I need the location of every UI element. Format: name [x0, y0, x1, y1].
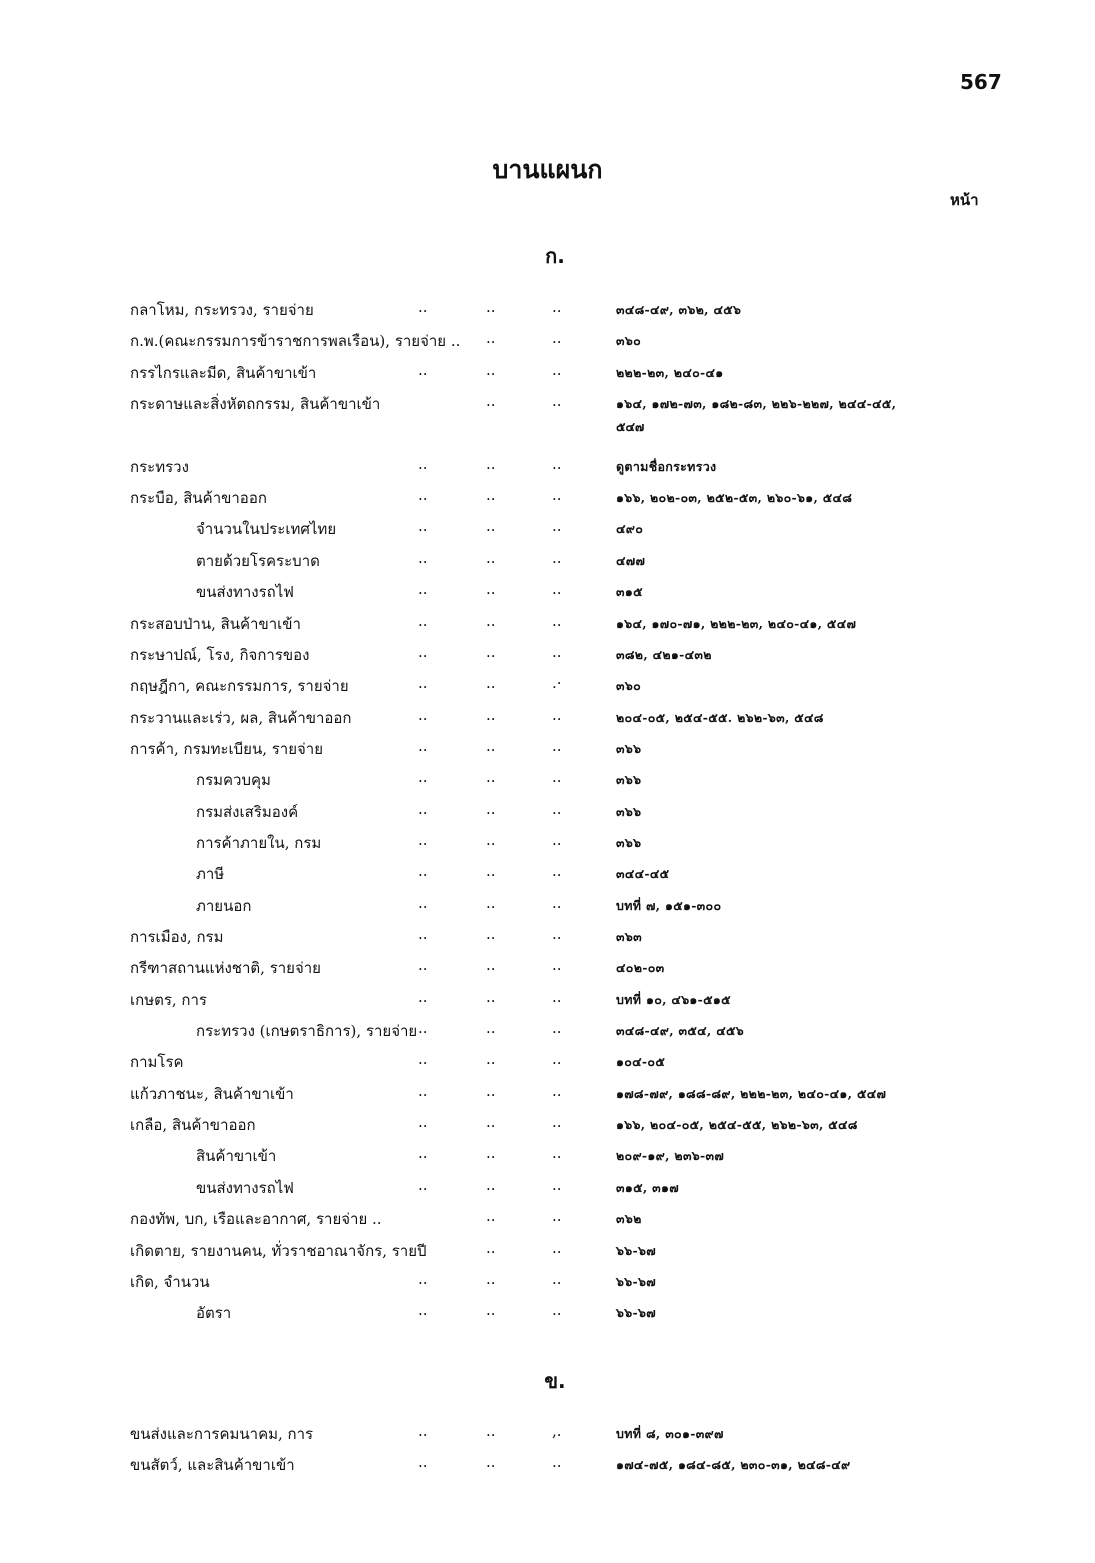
- leader-dots: ..: [552, 956, 562, 974]
- leader-dots: ,.: [552, 1422, 562, 1440]
- leader-dots: ..: [418, 988, 428, 1006]
- leader-dots: ..: [552, 361, 562, 379]
- leader-dots: ..: [486, 800, 496, 818]
- leader-dots: ..: [418, 1301, 428, 1319]
- index-entry: [0, 1207, 1095, 1238]
- entry-label: จำนวนในประเทศไทย: [196, 520, 337, 538]
- entry-pages: ๓๖๐: [616, 678, 642, 693]
- leader-dots: ..: [552, 1113, 562, 1131]
- entry-label: การค้า, กรมทะเบียน, รายจ่าย: [130, 740, 324, 758]
- leader-dots: ..: [418, 580, 428, 598]
- entry-pages: บทที่ ๘, ๓๐๑-๓๙๗: [616, 1426, 724, 1441]
- leader-dots: ..: [486, 988, 496, 1006]
- leader-dots: ..: [418, 706, 428, 724]
- leader-dots: ..: [486, 768, 496, 786]
- page-number: 567: [960, 70, 1002, 94]
- entry-pages: ๑๐๔-๐๕: [616, 1054, 666, 1069]
- entry-pages: ๔๐๒-๐๓: [616, 960, 665, 975]
- index-entry: [0, 862, 1095, 893]
- leader-dots: ..: [486, 706, 496, 724]
- leader-dots: ..: [552, 800, 562, 818]
- entry-pages: ๑๖๖, ๒๐๒-๐๓, ๒๕๒-๕๓, ๒๖๐-๖๑, ๕๔๘: [616, 490, 853, 505]
- leader-dots: ..: [552, 1270, 562, 1288]
- entry-pages: ๓๔๘-๔๙, ๓๖๒, ๔๕๖: [616, 302, 742, 317]
- leader-dots: ..: [552, 706, 562, 724]
- entry-label: กระษาปณ์, โรง, กิจการของ: [130, 646, 310, 664]
- entry-pages: ๔๙๐: [616, 521, 644, 536]
- index-entry: [0, 298, 1095, 329]
- index-entry: [0, 706, 1095, 737]
- entry-pages: บทที่ ๗, ๑๕๑-๓๐๐: [616, 898, 722, 913]
- leader-dots: ..: [418, 831, 428, 849]
- leader-dots: ..: [552, 486, 562, 504]
- leader-dots: ..: [418, 894, 428, 912]
- leader-dots: ..: [552, 580, 562, 598]
- entry-pages: ๓๖๒: [616, 1211, 642, 1226]
- entry-label: กรีฑาสถานแห่งชาติ, รายจ่าย: [130, 959, 321, 977]
- leader-dots: ..: [418, 1176, 428, 1194]
- leader-dots: ..: [418, 956, 428, 974]
- page-column-header: หน้า: [950, 191, 979, 209]
- leader-dots: ..: [486, 1050, 496, 1068]
- leader-dots: ..: [486, 612, 496, 630]
- entry-pages: ๓๔๔-๔๕: [616, 866, 670, 881]
- leader-dots: ..: [418, 455, 428, 473]
- leader-dots: ..: [552, 1019, 562, 1037]
- leader-dots: ..: [486, 298, 496, 316]
- entry-pages: ๖๖-๖๗: [616, 1243, 656, 1258]
- leader-dots: ..: [486, 1270, 496, 1288]
- entry-pages: ๓๖๖: [616, 772, 642, 787]
- leader-dots: ..: [552, 768, 562, 786]
- leader-dots: ..: [418, 862, 428, 880]
- leader-dots: ..: [486, 517, 496, 535]
- entry-pages: ๓๖๓: [616, 929, 642, 944]
- leader-dots: ..: [552, 1207, 562, 1225]
- index-entry: [0, 643, 1095, 674]
- leader-dots: ..: [486, 549, 496, 567]
- leader-dots: ..: [486, 580, 496, 598]
- entry-label: ขนสัตว์, และสินค้าขาเข้า: [130, 1456, 295, 1474]
- leader-dots: ..: [486, 1019, 496, 1037]
- leader-dots: ..: [418, 1082, 428, 1100]
- entry-label: เกลือ, สินค้าขาออก: [130, 1116, 256, 1134]
- leader-dots: ..: [418, 768, 428, 786]
- leader-dots: ..: [486, 1239, 496, 1257]
- leader-dots: ..: [418, 517, 428, 535]
- entry-label: การค้าภายใน, กรม: [196, 834, 322, 852]
- leader-dots: ..: [418, 1453, 428, 1471]
- section-letter: ข.: [544, 1369, 566, 1393]
- leader-dots: ..: [418, 674, 428, 692]
- leader-dots: ..: [552, 1239, 562, 1257]
- index-entry: [0, 329, 1095, 360]
- leader-dots: ..: [486, 925, 496, 943]
- leader-dots: ..: [418, 1422, 428, 1440]
- entry-label: เกิดตาย, รายงานคน, ทั่วราชอาณาจักร, รายปี: [130, 1242, 427, 1260]
- leader-dots: ..: [418, 1144, 428, 1162]
- leader-dots: ..: [418, 800, 428, 818]
- entry-label: ขนส่งทางรถไฟ: [196, 583, 294, 601]
- index-entry: [0, 1239, 1095, 1270]
- index-entry: [0, 1144, 1095, 1175]
- leader-dots: ..: [552, 1453, 562, 1471]
- index-entry: [0, 800, 1095, 831]
- entry-pages: ๒๐๔-๐๕, ๒๕๔-๕๕. ๒๖๒-๖๓, ๕๔๘: [616, 710, 824, 725]
- index-entry: [0, 486, 1095, 517]
- index-entry: [0, 956, 1095, 987]
- leader-dots: ..: [418, 643, 428, 661]
- index-entry: [0, 1176, 1095, 1207]
- leader-dots: ..: [486, 1176, 496, 1194]
- index-entry: [0, 517, 1095, 548]
- leader-dots: ..: [552, 549, 562, 567]
- leader-dots: ..: [486, 486, 496, 504]
- entry-pages: ดูตามชื่อกระทรวง: [616, 459, 717, 474]
- entry-label: กรมส่งเสริมองค์: [196, 803, 299, 821]
- leader-dots: ..: [552, 988, 562, 1006]
- entry-label: กระบือ, สินค้าขาออก: [130, 489, 267, 507]
- entry-label: กรมควบคุม: [196, 771, 271, 789]
- leader-dots: ..: [486, 1207, 496, 1225]
- entry-label: ภายนอก: [196, 897, 252, 915]
- index-entry: [0, 1082, 1095, 1113]
- entry-pages: ๑๗๘-๗๙, ๑๘๘-๘๙, ๒๒๒-๒๓, ๒๔๐-๔๑, ๕๔๗: [616, 1086, 887, 1101]
- leader-dots: ..: [552, 1301, 562, 1319]
- leader-dots: ..: [418, 1113, 428, 1131]
- leader-dots: ..: [552, 329, 562, 347]
- leader-dots: ..: [486, 643, 496, 661]
- leader-dots: ..: [552, 925, 562, 943]
- leader-dots: ..: [486, 956, 496, 974]
- leader-dots: ..: [486, 1082, 496, 1100]
- leader-dots: .·: [552, 674, 562, 692]
- index-entry: [0, 392, 1095, 423]
- entry-label: ตายด้วยโรคระบาด: [196, 552, 320, 570]
- index-entry: [0, 1453, 1095, 1484]
- leader-dots: ..: [418, 486, 428, 504]
- entry-label: กระสอบป่าน, สินค้าขาเข้า: [130, 615, 301, 633]
- entry-pages: ๒๒๒-๒๓, ๒๔๐-๔๑: [616, 365, 724, 380]
- leader-dots: ..: [552, 298, 562, 316]
- entry-pages: ๓๖๖: [616, 835, 642, 850]
- leader-dots: ..: [486, 737, 496, 755]
- entry-label: ขนส่งและการคมนาคม, การ: [130, 1425, 314, 1443]
- leader-dots: ..: [486, 329, 496, 347]
- leader-dots: ..: [486, 894, 496, 912]
- page-title: บานแผนก: [492, 155, 603, 184]
- index-entry: [0, 1270, 1095, 1301]
- leader-dots: ..: [552, 737, 562, 755]
- leader-dots: ..: [552, 392, 562, 410]
- leader-dots: ..: [486, 1301, 496, 1319]
- leader-dots: ..: [552, 1144, 562, 1162]
- entry-pages: ๓๖๖: [616, 804, 642, 819]
- entry-label: กระวานและเร่ว, ผล, สินค้าขาออก: [130, 709, 352, 727]
- leader-dots: ..: [552, 1082, 562, 1100]
- index-entry: [0, 768, 1095, 799]
- leader-dots: ..: [486, 392, 496, 410]
- entry-label: กามโรค: [130, 1053, 184, 1071]
- entry-pages: ๓๖๐: [616, 333, 642, 348]
- index-entry: [0, 894, 1095, 925]
- entry-label: กระทรวง (เกษตราธิการ), รายจ่าย: [196, 1022, 418, 1040]
- entry-label: เกษตร, การ: [130, 991, 207, 1009]
- index-entry: [0, 831, 1095, 862]
- entry-pages-continued: ๕๔๗: [616, 419, 645, 434]
- leader-dots: ..: [552, 643, 562, 661]
- entry-pages: ๓๔๘-๔๙, ๓๕๔, ๔๕๖: [616, 1023, 744, 1038]
- leader-dots: ..: [486, 831, 496, 849]
- entry-label: กฤษฎีกา, คณะกรรมการ, รายจ่าย: [130, 677, 349, 695]
- entry-pages: ๑๖๔, ๑๗๒-๗๓, ๑๘๒-๘๓, ๒๒๖-๒๒๗, ๒๔๔-๔๕,: [616, 396, 897, 411]
- index-entry: [0, 674, 1095, 705]
- entry-label: การเมือง, กรม: [130, 928, 224, 946]
- leader-dots: ..: [486, 674, 496, 692]
- leader-dots: ..: [552, 894, 562, 912]
- leader-dots: ..: [418, 298, 428, 316]
- entry-pages: ๖๖-๖๗: [616, 1305, 656, 1320]
- entry-label: สินค้าขาเข้า: [196, 1147, 277, 1165]
- entry-pages: ๑๗๔-๗๕, ๑๘๔-๘๕, ๒๓๐-๓๑, ๒๔๘-๔๙: [616, 1457, 851, 1472]
- leader-dots: ..: [486, 1144, 496, 1162]
- entry-label: กระดาษและสิ่งหัตถกรรม, สินค้าขาเข้า: [130, 395, 381, 413]
- leader-dots: ..: [418, 737, 428, 755]
- index-entry: [0, 549, 1095, 580]
- entry-label: ภาษี: [196, 865, 225, 883]
- leader-dots: ..: [418, 1270, 428, 1288]
- entry-label: กรรไกรและมีด, สินค้าขาเข้า: [130, 364, 317, 382]
- entry-pages: ๑๖๔, ๑๗๐-๗๑, ๒๒๒-๒๓, ๒๔๐-๔๑, ๕๔๗: [616, 616, 857, 631]
- leader-dots: ..: [486, 862, 496, 880]
- entry-pages: ๓๘๒, ๔๒๑-๔๓๒: [616, 647, 712, 662]
- entry-pages: ๔๗๗: [616, 553, 646, 568]
- leader-dots: ..: [552, 455, 562, 473]
- leader-dots: ..: [418, 925, 428, 943]
- leader-dots: ..: [552, 517, 562, 535]
- leader-dots: ..: [552, 831, 562, 849]
- index-entry: [0, 1050, 1095, 1081]
- section-letter: ก.: [545, 244, 565, 268]
- index-entry: [0, 361, 1095, 392]
- leader-dots: ..: [552, 862, 562, 880]
- leader-dots: ..: [418, 1019, 428, 1037]
- entry-label: กลาโหม, กระทรวง, รายจ่าย: [130, 301, 314, 319]
- entry-label: ก.พ.(คณะกรรมการข้าราชการพลเรือน), รายจ่าย ..: [130, 332, 461, 350]
- index-entry: [0, 612, 1095, 643]
- entry-pages: ๒๐๙-๑๙, ๒๓๖-๓๗: [616, 1148, 725, 1163]
- entry-pages: ๖๖-๖๗: [616, 1274, 656, 1289]
- leader-dots: ..: [418, 1050, 428, 1068]
- leader-dots: ..: [486, 455, 496, 473]
- leader-dots: ..: [418, 361, 428, 379]
- index-entry: [0, 1422, 1095, 1453]
- leader-dots: ..: [486, 1422, 496, 1440]
- entry-pages: ๓๑๕, ๓๑๗: [616, 1180, 679, 1195]
- leader-dots: ..: [486, 361, 496, 379]
- entry-label: กระทรวง: [130, 458, 189, 476]
- index-entry: [0, 988, 1095, 1019]
- index-entry: [0, 1301, 1095, 1332]
- index-entry: [0, 737, 1095, 768]
- entry-label: แก้วภาชนะ, สินค้าขาเข้า: [130, 1085, 294, 1103]
- leader-dots: ..: [486, 1453, 496, 1471]
- index-entry: [0, 1019, 1095, 1050]
- index-entry: [0, 1113, 1095, 1144]
- index-entry: [0, 925, 1095, 956]
- index-entry: [0, 455, 1095, 486]
- entry-pages: ๑๖๖, ๒๐๔-๐๕, ๒๕๔-๕๕, ๒๖๒-๖๓, ๕๔๘: [616, 1117, 858, 1132]
- leader-dots: ..: [418, 549, 428, 567]
- entry-label: กองทัพ, บก, เรือและอากาศ, รายจ่าย ..: [130, 1210, 382, 1228]
- entry-label: อัตรา: [196, 1304, 232, 1322]
- leader-dots: ..: [486, 1113, 496, 1131]
- leader-dots: ..: [552, 1050, 562, 1068]
- entry-label: ขนส่งทางรถไฟ: [196, 1179, 294, 1197]
- leader-dots: ..: [418, 612, 428, 630]
- entry-pages: ๓๖๖: [616, 741, 642, 756]
- entry-pages: บทที่ ๑๐, ๔๖๑-๕๑๕: [616, 992, 731, 1007]
- leader-dots: ..: [552, 1176, 562, 1194]
- entry-label: เกิด, จำนวน: [130, 1273, 210, 1291]
- entry-pages: ๓๑๕: [616, 584, 643, 599]
- leader-dots: ..: [552, 612, 562, 630]
- index-entry: [0, 580, 1095, 611]
